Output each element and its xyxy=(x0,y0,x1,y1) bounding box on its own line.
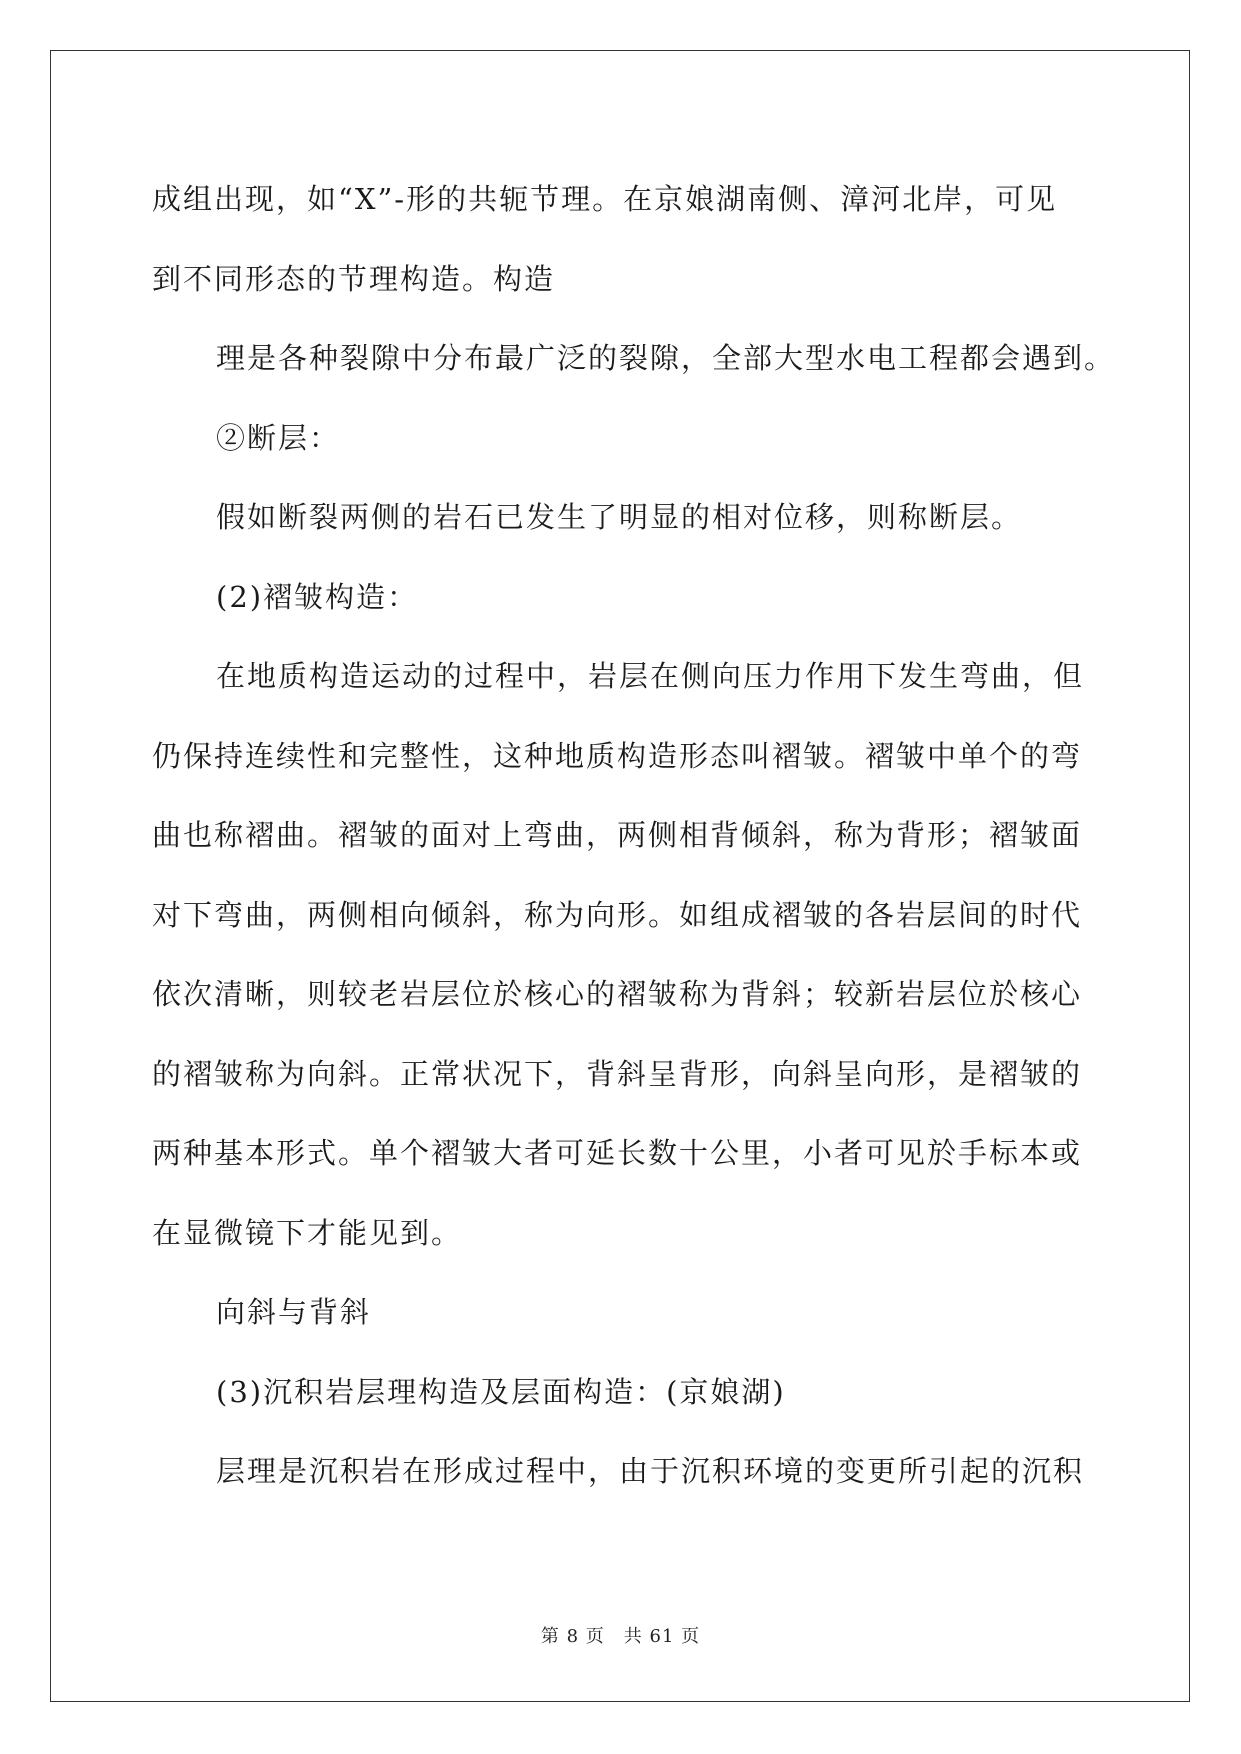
document-body xyxy=(152,160,1116,1512)
text-line: 曲也称褶曲。褶皱的面对上弯曲，两侧相背倾斜，称为背形；褶皱面 xyxy=(152,818,1083,852)
text-line: 层理是沉积岩在形成过程中，由于沉积环境的变更所引起的沉积 xyxy=(216,1454,1085,1488)
text-line: 依次清晰，则较老岩层位於核心的褶皱称为背斜；较新岩层位於核心 xyxy=(152,977,1083,1011)
text-line: 两种基本形式。单个褶皱大者可延长数十公里，小者可见於手标本或 xyxy=(152,1136,1083,1170)
text-line: 对下弯曲，两侧相向倾斜，称为向形。如组成褶皱的各岩层间的时代 xyxy=(152,897,1083,932)
text-line: 假如断裂两侧的岩石已发生了明显的相对位移，则称断层。 xyxy=(216,500,1023,534)
text-line: 仍保持连续性和完整性，这种地质构造形态叫褶皱。褶皱中单个的弯 xyxy=(152,738,1083,773)
text-line: 理是各种裂隙中分布最广泛的裂隙，全部大型水电工程都会遇到。 xyxy=(216,341,1116,375)
text-line: 在地质构造运动的过程中，岩层在侧向压力作用下发生弯曲，但 xyxy=(216,659,1085,693)
text-line: 成组出现，如“X”-形的共轭节理。在京娘湖南侧、漳河北岸，可见 xyxy=(152,182,1058,216)
page-number-footer: 第 8 页 共 61 页 xyxy=(540,1626,701,1647)
text-line: 在显微镜下才能见到。 xyxy=(152,1215,463,1250)
text-line: 的褶皱称为向斜。正常状况下，背斜呈背形，向斜呈向形，是褶皱的 xyxy=(152,1056,1083,1091)
section-heading-fold: (2)褶皱构造： xyxy=(216,579,419,614)
figure-caption: 向斜与背斜 xyxy=(216,1295,372,1329)
text-line: 到不同形态的节理构造。构造 xyxy=(152,261,556,296)
section-heading-bedding: (3)沉积岩层理构造及层面构造：(京娘湖) xyxy=(216,1374,786,1409)
section-heading-fault: ②断层： xyxy=(216,420,341,455)
